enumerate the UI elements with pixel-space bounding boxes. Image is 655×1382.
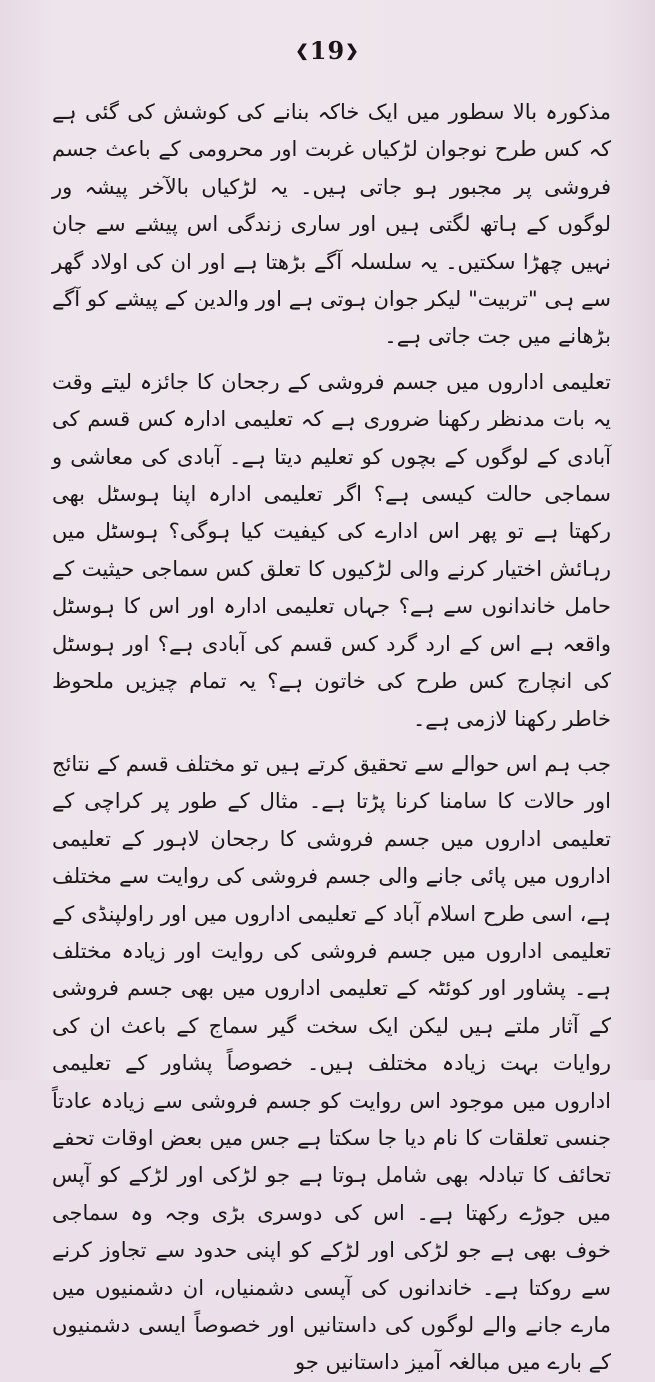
paragraph-2: تعلیمی اداروں میں جسم فروشی کے رجحان کا جائزہ لیتے وقت یہ بات مدنظر رکھنا ضروری ہے کہ تعلیمی ادارہ کس قسم کی آبادی کے لوگوں کے بچوں کو تعلیم دیتا ہے۔ آبادی کی معاشی و سماجی حالت کیسی ہے؟ اگر تعلیمی ادارہ اپنا ہوسٹل بھی رکھتا ہے تو پھر اس ادارے کی کیفیت کیا ہوگی؟ ہوسٹل میں رہائش اختیار کرنے والی لڑکیوں کا تعلق کس سماجی حیثیت کے حامل خاندانوں سے ہے؟ جہاں تعلیمی ادارہ اور اس کا ہوسٹل واقعہ ہے اس کے ارد گرد کس قسم کی آبادی ہے؟ اور ہوسٹل کی انچارج کس طرح کی خاتون ہے؟ یہ تمام چیزیں ملحوظ خاطر رکھنا لازمی ہے۔	[52, 369, 611, 731]
right-ornament-icon: ❯	[345, 41, 360, 60]
paragraph-1: مذکورہ بالا سطور میں ایک خاکہ بنانے کی کوشش کی گئی ہے کہ کس طرح نوجوان لڑکیاں غربت اور محرومی کے باعث جسم فروشی پر مجبور ہو جاتی ہیں۔ یہ لڑکیاں بالآخر پیشہ ور لوگوں کے ہاتھ لگتی ہیں اور ساری زندگی اس پیشے سے جان نہیں چھڑا سکتیں۔ یہ سلسلہ آگے بڑھتا ہے اور ان کی اولاد گھر سے ہی "تربیت" لیکر جوان ہوتی ہے اور والدین کے پیشے کو آگے بڑھانے میں جت جاتی ہے۔	[52, 100, 611, 349]
paragraph-3: جب ہم اس حوالے سے تحقیق کرتے ہیں تو مختلف قسم کے نتائج اور حالات کا سامنا کرنا پڑتا ہے۔ مثال کے طور پر کراچی کے تعلیمی اداروں میں جسم فروشی کا رجحان لاہور کے تعلیمی اداروں میں پائی جانے والی جسم فروشی کی روایت سے مختلف ہے، اسی طرح اسلام آباد کے تعلیمی اداروں میں اور راولپنڈی کے تعلیمی اداروں میں جسم فروشی کی روایت اور زیادہ مختلف ہے۔ پشاور اور کوئٹہ کے تعلیمی اداروں میں بھی جسم فروشی کے آثار ملتے ہیں لیکن ایک سخت گیر سماج کے باعث ان کی روایات بہت زیادہ مختلف ہیں۔ خصوصاً پشاور کے تعلیمی اداروں میں موجود اس روایت کو جسم فروشی سے زیادہ عادتاً جنسی تعلقات کا نام دیا جا سکتا ہے جس میں بعض اوقات تحفے تحائف کا تبادلہ بھی شامل ہوتا ہے جو لڑکی اور لڑکے کو آپس میں جوڑے رکھتا ہے۔ اس کی دوسری بڑی وجہ وہ سماجی خوف بھی ہے جو لڑکی اور لڑکے کو اپنی حدود سے تجاوز کرنے سے روکتا ہے۔ خاندانوں کی آپسی دشمنیاں، ان دشمنیوں میں مارے جانے والے لوگوں کی داستانیں اور خصوصاً ایسی دشمنیوں کے بارے میں مبالغہ آمیز داستانیں جو	[52, 751, 611, 1375]
body-text	[52, 94, 611, 1382]
page-number-value: 19	[309, 36, 346, 65]
left-ornament-icon: ❮	[295, 41, 310, 60]
page-number	[0, 36, 655, 65]
